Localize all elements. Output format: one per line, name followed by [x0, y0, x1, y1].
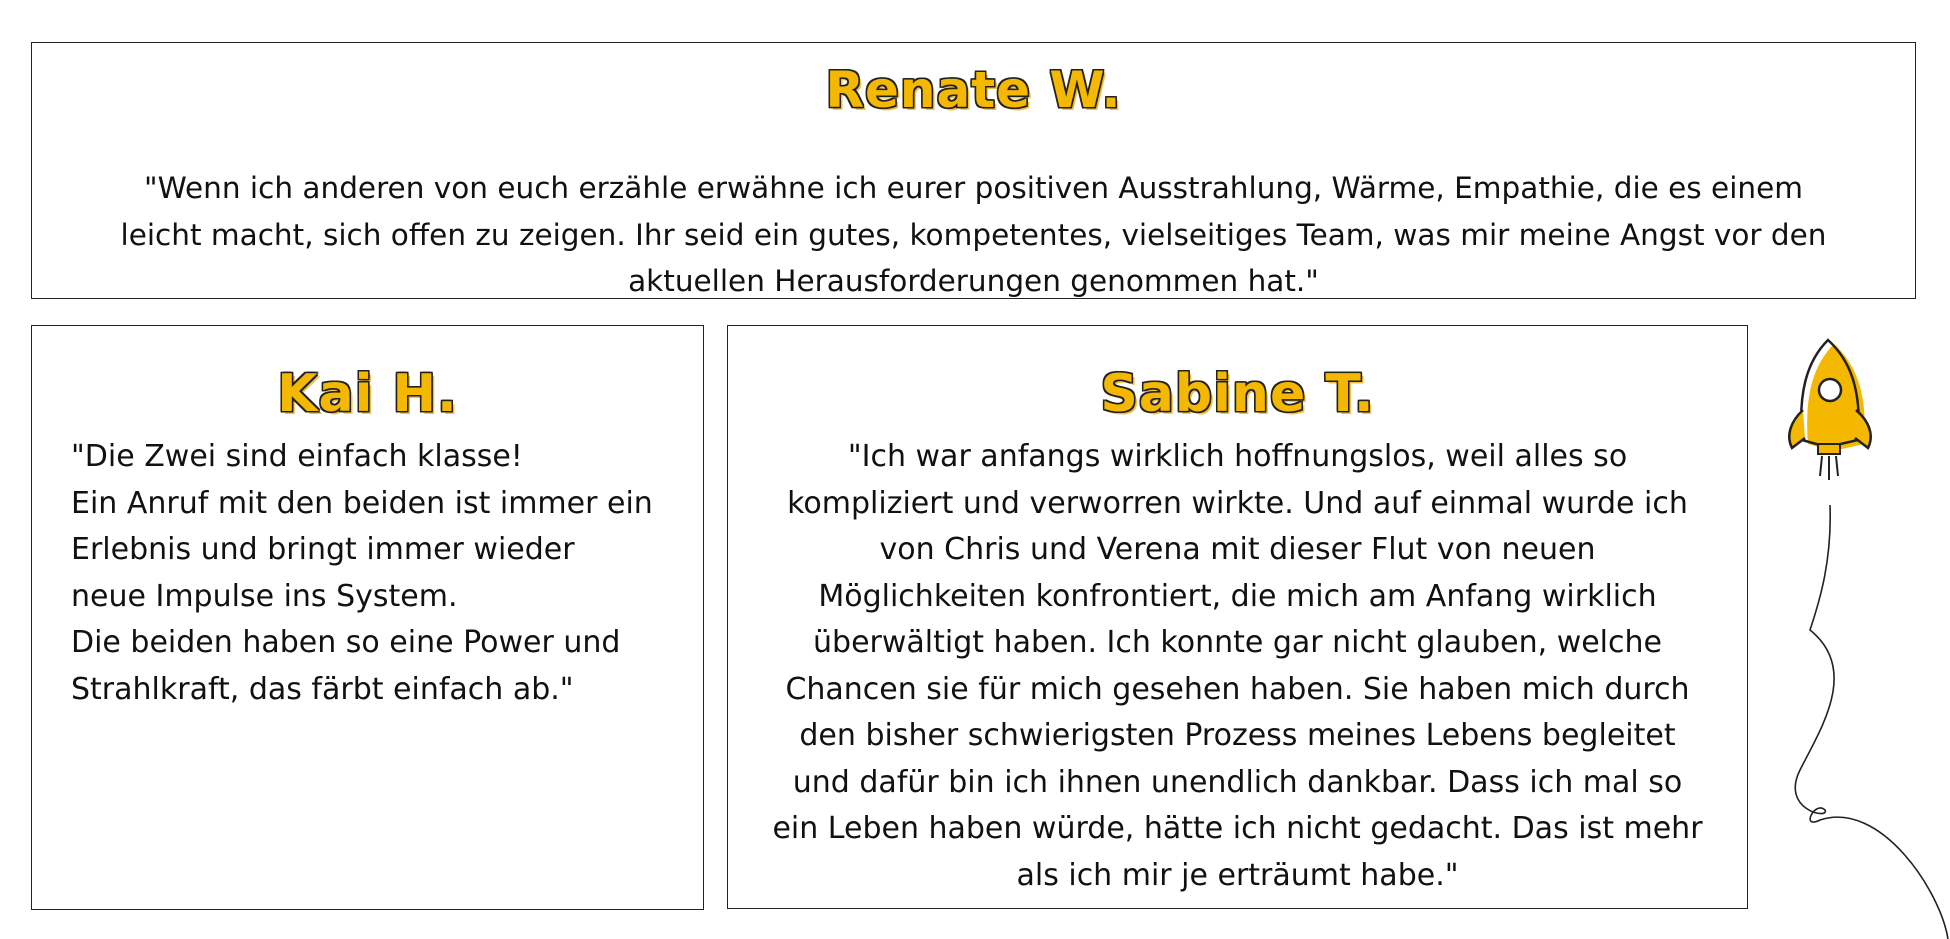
- testimonial-quote: "Wenn ich anderen von euch erzähle erwähne ich eurer positiven Ausstrahlung, Wärme, Empathie, die es einem leicht macht, sich offen zu zeigen. Ihr seid ein gutes, kompetentes, vielseitiges Team, was mir meine Angst vor den aktuellen Herausforderungen genommen hat.": [120, 171, 1827, 298]
- testimonial-name: Sabine T.: [1100, 364, 1375, 424]
- testimonial-quote: "Die Zwei sind einfach klasse! Ein Anruf mit den beiden ist immer ein Erlebnis und bringt immer wieder neue Impulse ins System. Die beiden haben so eine Power und Strahlkraft, das färbt einfach ab.": [71, 439, 653, 707]
- flight-trail: [1795, 505, 1948, 939]
- rocket-decoration: [1770, 330, 1950, 939]
- rocket-icon: [1789, 340, 1870, 480]
- testimonial-quote: "Ich war anfangs wirklich hoffnungslos, weil alles so kompliziert und verworren wirkte. Und auf einmal wurde ich von Chris und Verena mit dieser Flut von neuen Möglichkeiten konfrontiert, die mich am Anfang wirklich überwältigt haben. Ich konnte gar nicht glauben, welche Chancen sie für mich gesehen haben. Sie haben mich durch den bisher schwierigsten Prozess meines Lebens begleitet und dafür bin ich ihnen unendlich dankbar. Dass ich mal so ein Leben haben würde, hätte ich nicht gedacht. Das ist mehr als ich mir je erträumt habe.": [772, 439, 1703, 893]
- testimonial-name: Renate W.: [825, 61, 1122, 119]
- testimonial-card-kai: [31, 325, 704, 910]
- testimonial-card-renate: [31, 42, 1916, 299]
- testimonial-name: Kai H.: [277, 364, 458, 424]
- testimonial-card-sabine: [727, 325, 1748, 909]
